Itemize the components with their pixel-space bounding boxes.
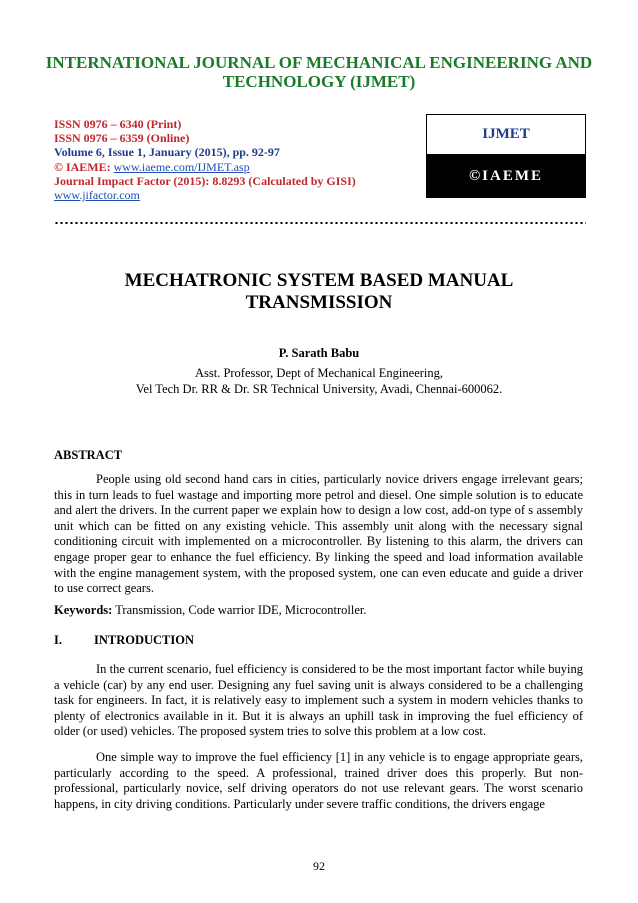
- section-number: I.: [54, 633, 62, 647]
- journal-title: [40, 53, 598, 91]
- intro-paragraph-1: In the current scenario, fuel efficiency is considered to be the most important factor while buying a vehicle (car) by any end user. Designing any fuel saving unit is always considered to be a challenging task for engineers. In fact, it is relatively easy to implement such a system in modern vehicles thanks to plenty of electronics available in it. But it is always an uphill task in improving the fuel efficiency of older (or used) vehicles. The proposed system tries to solve this problem at a low cost.: [54, 662, 583, 739]
- section-heading-introduction: [54, 633, 194, 648]
- abstract-heading: ABSTRACT: [54, 448, 123, 462]
- publication-meta: [54, 117, 356, 202]
- intro-paragraph-2: One simple way to improve the fuel efficiency [1] in any vehicle is to engage appropriate gears, particularly according to the speed. A professional, trained driver does this properly. But non-professional, particularly novice, self driving operators do not use relevant gears. The worst scenario happens, in city driving conditions. Particularly under severe traffic conditions, the drivers engage: [54, 750, 583, 811]
- keywords-label: Keywords:: [54, 603, 113, 617]
- dotted-divider: [54, 220, 586, 226]
- journal-badge: [426, 114, 586, 198]
- paper-title: [60, 270, 578, 314]
- paper-title-line2: TRANSMISSION: [245, 292, 393, 313]
- iaeme-prefix: © IAEME:: [54, 159, 114, 174]
- volume-info: Volume 6, Issue 1, January (2015), pp. 92-97: [54, 145, 280, 160]
- jifactor-link[interactable]: www.jifactor.com: [54, 188, 140, 203]
- keywords: [54, 603, 366, 618]
- iaeme-line: [54, 160, 356, 174]
- author-name: P. Sarath Babu: [278, 346, 360, 360]
- iaeme-link[interactable]: www.iaeme.com/IJMET.asp: [113, 159, 250, 174]
- badge-iaeme: ©IAEME: [427, 155, 585, 197]
- paper-title-line1: MECHATRONIC SYSTEM BASED MANUAL: [124, 270, 514, 291]
- issn-print: ISSN 0976 – 6340 (Print): [54, 117, 182, 131]
- keywords-text: Transmission, Code warrior IDE, Microcontroller.: [112, 603, 367, 617]
- affiliation-line2: Vel Tech Dr. RR & Dr. SR Technical University, Avadi, Chennai-600062.: [135, 382, 503, 396]
- journal-title-line2: TECHNOLOGY (IJMET): [222, 72, 416, 91]
- issn-online: ISSN 0976 – 6359 (Online): [54, 131, 190, 146]
- journal-title-line1: INTERNATIONAL JOURNAL OF MECHANICAL ENGINEERING AND: [45, 53, 593, 72]
- affiliation-line1: Asst. Professor, Dept of Mechanical Engineering,: [194, 366, 444, 380]
- impact-factor: Journal Impact Factor (2015): 8.8293 (Calculated by GISI): [54, 173, 356, 188]
- jifactor-line: [54, 188, 356, 202]
- badge-ijmet: IJMET: [427, 115, 585, 155]
- abstract-body: People using old second hand cars in cities, particularly novice drivers engage irrelevant gears; this in turn leads to fuel wastage and importing more petrol and diesel. One simple solution is to educate and alert the drivers. In the current paper we explain how to design a low cost, add-on type of s assembly unit which can be fitted on any existing vehicle. This assembly unit along with the necessary signal conditioning circuit with implemented on a microcontroller. By listening to this alarm, the drivers can engage proper gear to enhance the fuel efficiency. By linking the speed and load information available with the engine management system, with the proposed system, one can even educate and guide a driver to use correct gears.: [54, 472, 583, 596]
- page-number: 92: [313, 859, 325, 873]
- author-affiliation: [60, 365, 578, 397]
- section-title: INTRODUCTION: [94, 633, 195, 647]
